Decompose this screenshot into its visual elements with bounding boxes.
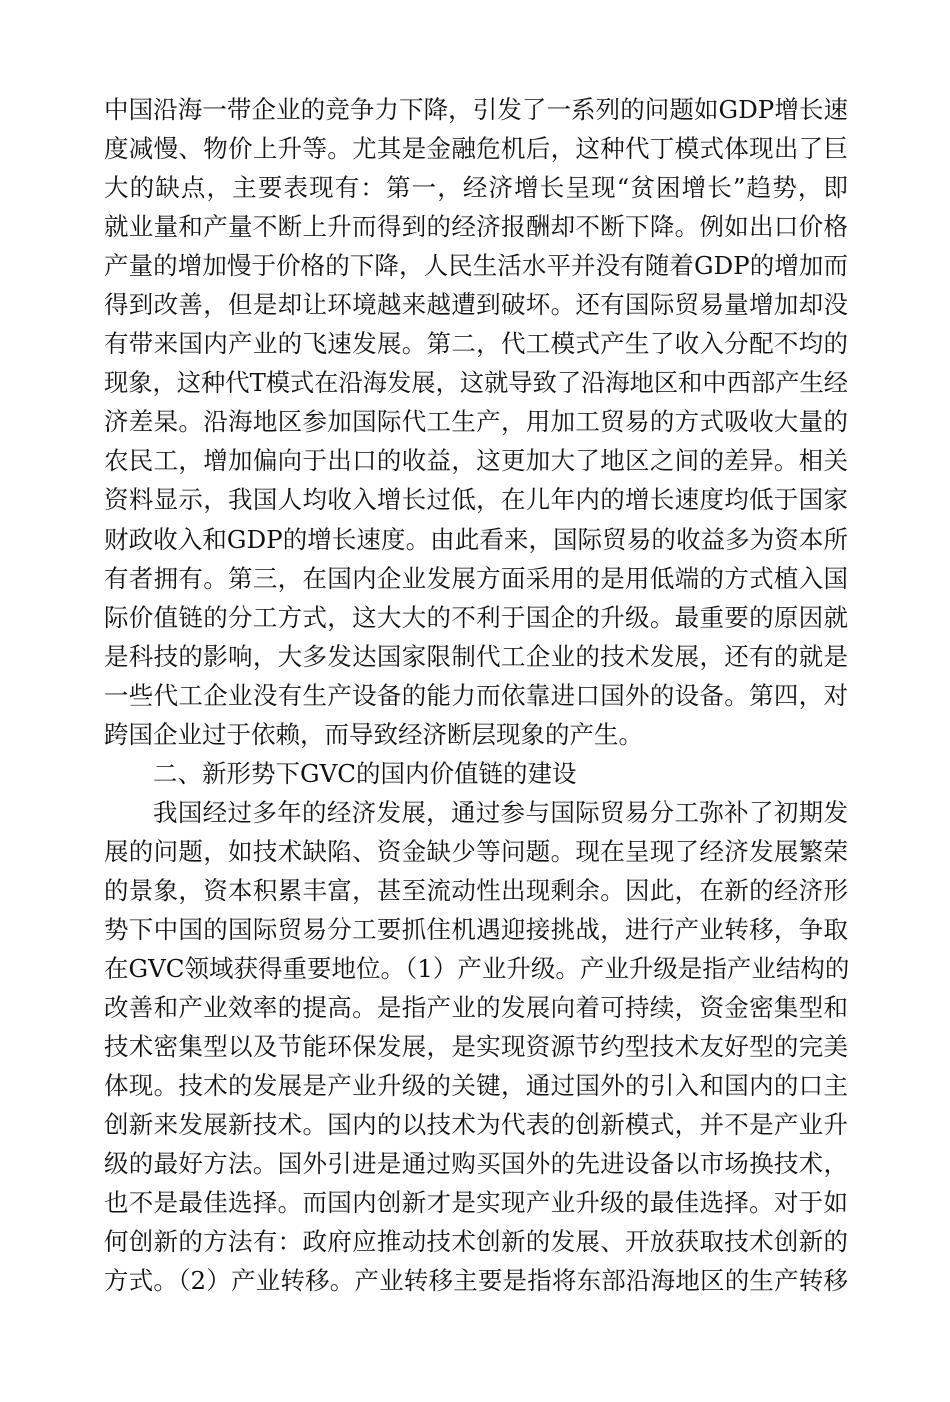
text-line: 方式。（2）产业转移。产业转移主要是指将东部沿海地区的生产转移 [104,1266,848,1296]
text-line: 大的缺点，主要表现有：第一，经济增长呈现“贫困增长”趋势，即 [104,173,848,203]
text-line: 产量的增加慢于价格的下降，人民生活水平并没有随着GDP的增加而 [104,251,848,281]
text-line: 就业量和产量不断上升而得到的经济报酬却不断下降。例如出口价格 [104,212,848,242]
text-line: 何创新的方法有：政府应推动技术创新的发展、开放获取技术创新的 [104,1227,848,1257]
text-line: 农民工，增加偏向于出口的收益，这更加大了地区之间的差异。相关 [104,446,848,476]
text-line: 我国经过多年的经济发展，通过参与国际贸易分工弥补了初期发 [153,797,848,827]
text-line: 一些代工企业没有生产设备的能力而依靠进口国外的设备。第四，对 [104,680,848,710]
text-line: 现象，这种代T模式在沿海发展，这就导致了沿海地区和中西部产生经 [104,368,848,398]
paragraph-1 [104,90,848,754]
text-line: 在GVC领域获得重要地位。（1）产业升级。产业升级是指产业结构的 [104,954,850,984]
text-line: 济差杲。沿海地区参加国际代工生产，用加工贸易的方式吸收大量的 [104,407,848,437]
text-line: 跨国企业过于依赖，而导致经济断层现象的产生。 [104,719,643,749]
section-heading: 二、新形势下GVC的国内价值链的建设 [153,758,577,788]
text-line: 是科技的影响，大多发达国家限制代工企业的技术发展，还有的就是 [104,641,848,671]
text-line: 势下中国的国际贸易分工要抓住机遇迎接挑战，进行产业转移，争取 [104,914,848,944]
text-line: 得到改善，但是却让环境越来越遭到破坏。还有国际贸易量增加却没 [104,290,848,320]
text-line: 体现。技术的发展是产业升级的关键，通过国外的引入和国内的口主 [104,1071,848,1101]
text-line: 的景象，资本积累丰富，甚至流动性出现剩余。因此，在新的经济形 [104,875,848,905]
text-line: 有者拥有。第三，在国内企业发展方面采用的是用低端的方式植入国 [104,563,848,593]
text-line: 中国沿海一带企业的竞争力下降，引发了一系列的问题如GDP增长速 [104,95,848,124]
text-line: 度减慢、物价上升等。尤其是金融危机后，这种代丁模式体现出了巨 [104,134,848,164]
paragraph-2 [104,793,848,1301]
text-line: 资料显示，我国人均收入增长过低，在儿年内的增长速度均低于国家 [104,485,848,515]
text-line: 级的最好方法。国外引进是通过购买国外的先进设备以市场换技术， [104,1149,848,1179]
text-line: 财政收入和GDP的增长速度。由此看来，国际贸易的收益多为资本所 [104,524,848,554]
text-line: 际价值链的分工方式，这大大的不利于国企的升级。最重要的原因就 [104,602,848,632]
text-line: 改善和产业效率的提高。是指产业的发展向着可持续，资金密集型和 [104,993,848,1023]
text-line: 有带来国内产业的飞速发展。第二，代工模式产生了收入分配不均的 [104,329,848,359]
text-line: 展的问题，如技术缺陷、资金缺少等问题。现在呈现了经济发展繁荣 [104,836,848,866]
body-text [104,90,848,1300]
text-line: 也不是最佳选择。而国内创新才是实现产业升级的最佳选择。对于如 [104,1188,848,1218]
text-line: 技术密集型以及节能环保发展，是实现资源节约型技术友好型的完美 [104,1032,848,1062]
text-line: 创新来发展新技术。国内的以技术为代表的创新模式，并不是产业升 [104,1110,848,1140]
